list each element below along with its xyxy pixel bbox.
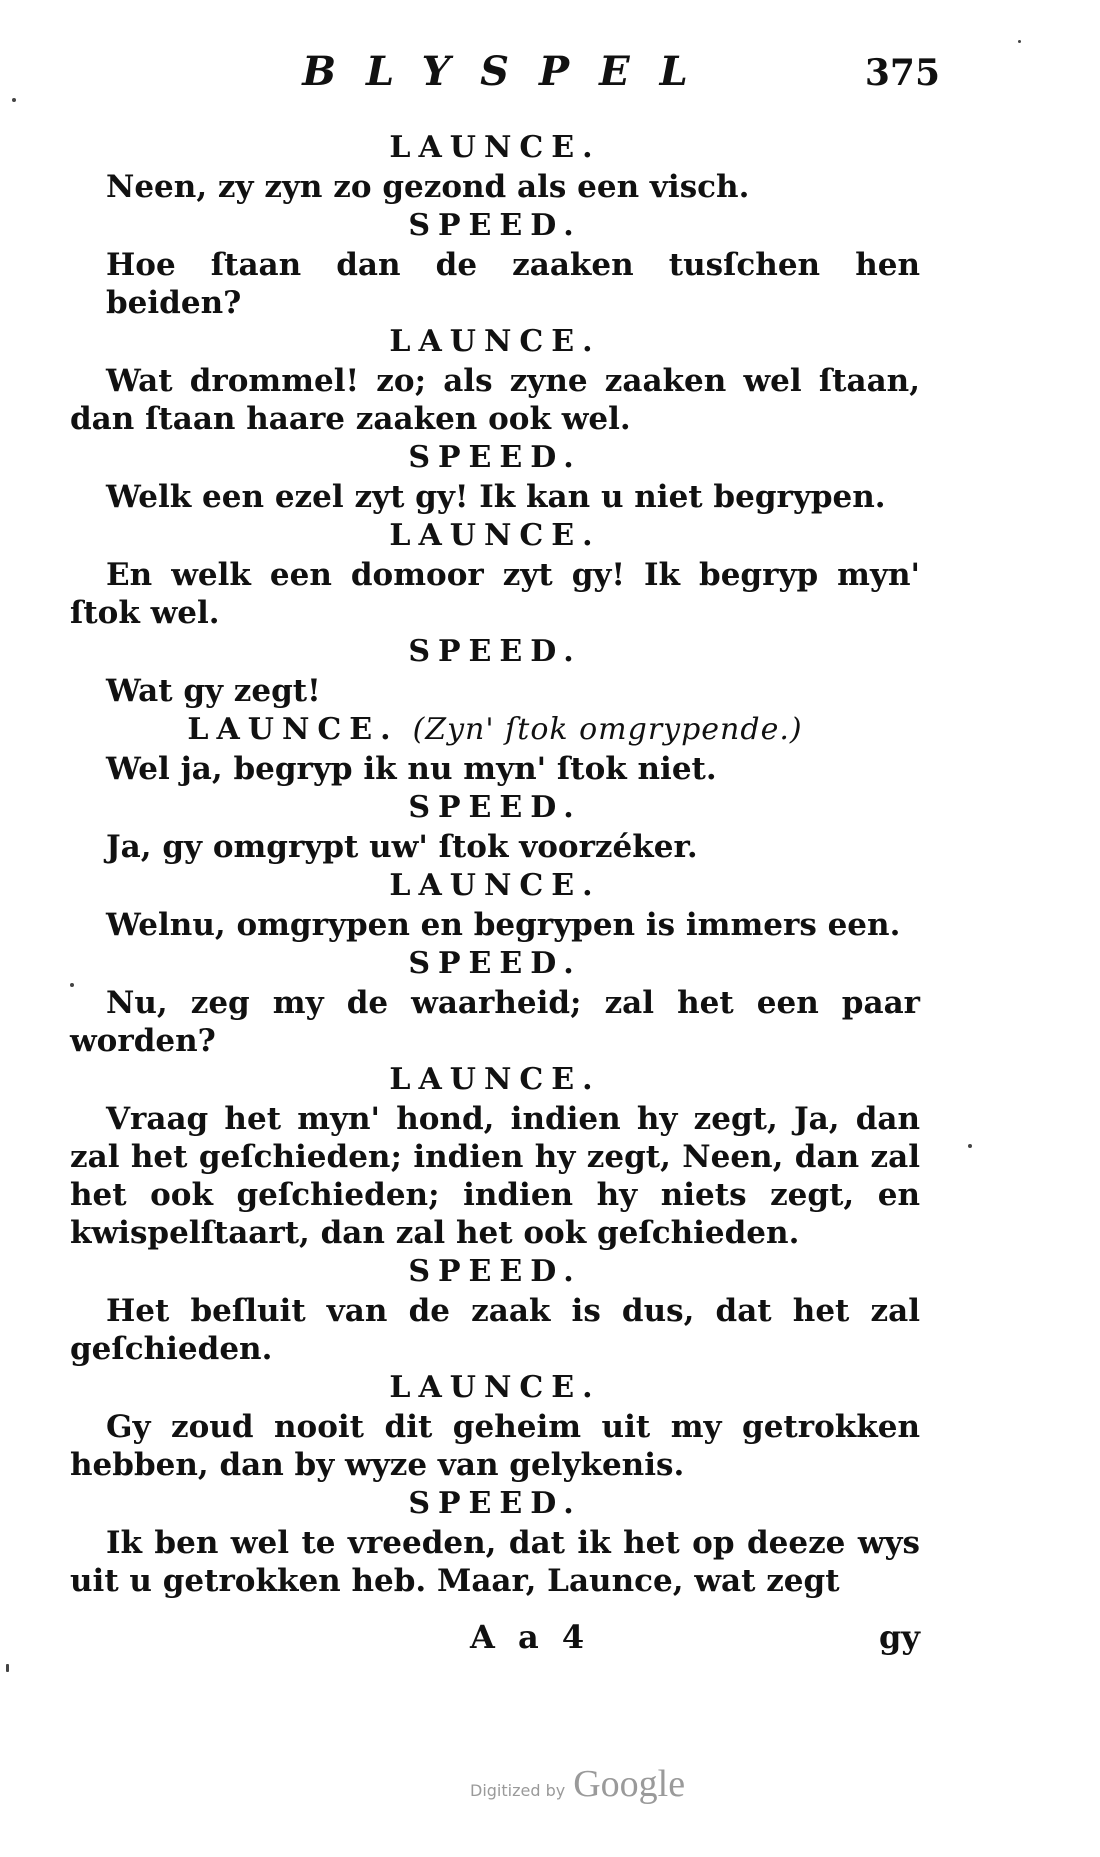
page-number: 375 — [864, 52, 940, 94]
speaker-heading: LAUNCE. — [389, 868, 601, 903]
signature-mark: A a 4 — [470, 1618, 591, 1656]
speaker-heading: LAUNCE. — [389, 1370, 601, 1405]
speech-line: Gy zoud nooit dit geheim uit my getrokken hebben, dan by wyze van gelykenis. — [70, 1409, 920, 1483]
speech — [70, 672, 920, 710]
speech-line: Wat gy zegt! — [106, 673, 321, 709]
speaker-heading: LAUNCE. — [389, 324, 601, 359]
speech — [70, 362, 920, 438]
speech-line: Welk een ezel zyt gy! Ik kan u niet begrypen. — [106, 479, 886, 515]
speaker-heading: SPEED. — [408, 1486, 582, 1521]
speech — [70, 750, 920, 788]
speech — [70, 984, 920, 1060]
print-speck — [6, 1664, 9, 1672]
speech — [70, 1524, 920, 1600]
speech-line: Vraag het myn' hond, indien hy zegt, Ja, dan zal het geſchieden; indien hy zegt, Neen, dan zal het ook geſchieden; indien hy niets zegt, en kwispelſtaart, dan zal het ook geſchieden. — [70, 1101, 920, 1251]
digitization-watermark — [470, 1762, 685, 1806]
google-logo: Google — [573, 1763, 686, 1805]
speech-line: Neen, zy zyn zo gezond als een visch. — [106, 169, 750, 205]
print-speck — [70, 983, 74, 987]
speech-line: Ja, gy omgrypt uw' ſtok voorzéker. — [106, 829, 698, 865]
speech-line: Het beſluit van de zaak is dus, dat het zal geſchieden. — [70, 1293, 920, 1367]
speaker-heading: SPEED. — [408, 1254, 582, 1289]
speech-line: Hoe ſtaan dan de zaaken tusſchen hen beiden? — [106, 247, 920, 321]
watermark-prefix: Digitized by — [470, 1781, 566, 1800]
speech — [70, 556, 920, 632]
speech-line: Nu, zeg my de waarheid; zal het een paar worden? — [70, 985, 920, 1059]
speaker-heading: SPEED. — [408, 946, 582, 981]
speech — [70, 1292, 920, 1368]
catchword: gy — [879, 1618, 920, 1656]
speaker-heading: SPEED. — [408, 208, 582, 243]
speech-line: Ik ben wel te vreeden, dat ik het op deeze wys uit u getrokken heb. Maar, Launce, wat zegt — [70, 1525, 920, 1599]
stage-direction: (Zyn' ſtok omgrypende.) — [412, 712, 803, 747]
speech-line: Wel ja, begryp ik nu myn' ſtok niet. — [106, 751, 717, 787]
speaker-heading: SPEED. — [408, 440, 582, 475]
speech — [70, 478, 920, 516]
speaker-heading: SPEED. — [408, 790, 582, 825]
print-speck — [968, 1144, 972, 1148]
print-speck — [12, 98, 16, 102]
speaker-name: LAUNCE. — [187, 712, 399, 747]
speech — [70, 1100, 920, 1252]
speaker-heading: LAUNCE. — [389, 130, 601, 165]
speech — [70, 906, 920, 944]
speech — [70, 1408, 920, 1484]
speech — [70, 246, 920, 322]
speech-line: Wat drommel! zo; als zyne zaaken wel ſtaan, dan ſtaan haare zaaken ook wel. — [70, 363, 920, 437]
speech-line: En welk een domoor zyt gy! Ik begryp myn' ſtok wel. — [70, 557, 920, 631]
speech — [70, 828, 920, 866]
speaker-heading-with-direction — [70, 710, 920, 750]
dialogue-text — [70, 128, 920, 1600]
speech-line: Welnu, omgrypen en begrypen is immers een. — [106, 907, 901, 943]
print-speck — [1018, 40, 1021, 43]
running-title: BLYSPEL — [302, 48, 718, 95]
speaker-heading: LAUNCE. — [389, 518, 601, 553]
page-header — [80, 48, 940, 108]
speaker-heading: SPEED. — [408, 634, 582, 669]
speech — [70, 168, 920, 206]
speaker-heading: LAUNCE. — [389, 1062, 601, 1097]
